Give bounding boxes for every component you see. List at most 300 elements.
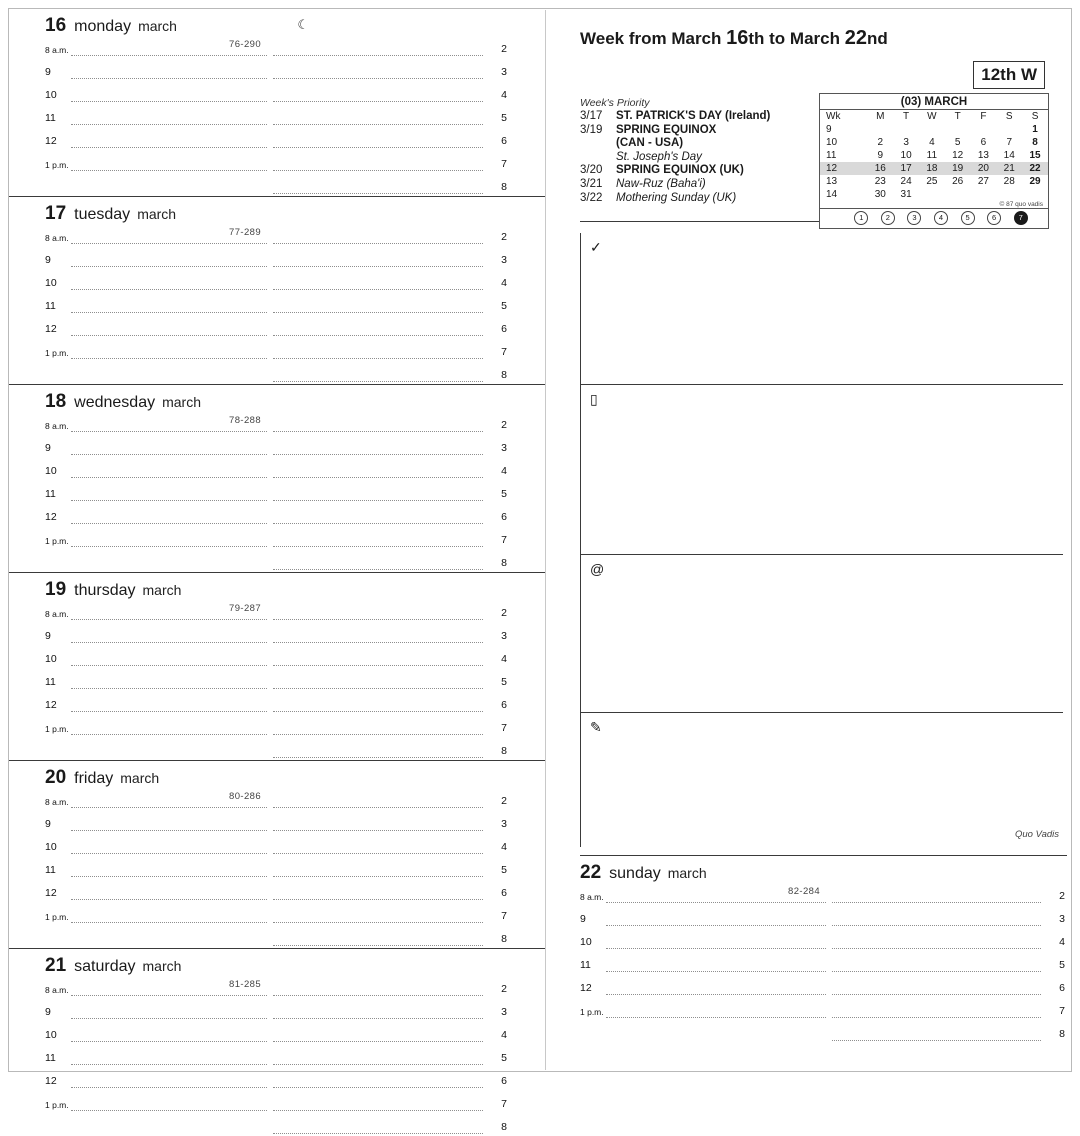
hour-row[interactable] (580, 974, 828, 997)
writing-line[interactable] (273, 688, 483, 689)
hour-row[interactable] (45, 457, 269, 480)
writing-line[interactable] (71, 454, 267, 455)
hour-row[interactable] (269, 526, 509, 549)
writing-line[interactable] (273, 1018, 483, 1019)
weekday-number-badge: 5 (961, 211, 975, 225)
writing-line[interactable] (71, 147, 267, 148)
mini-cal-day[interactable]: 15 (1029, 150, 1041, 161)
hour-row[interactable] (45, 1044, 269, 1067)
hour-row[interactable] (269, 810, 509, 833)
mini-cal-day[interactable]: 1 (1032, 124, 1038, 135)
hour-row[interactable] (269, 737, 509, 760)
hour-row[interactable] (45, 810, 269, 833)
mini-cal-day[interactable]: 3 (903, 137, 909, 148)
hour-row[interactable] (269, 127, 509, 150)
day-number: 16 (45, 15, 67, 36)
hour-row[interactable] (45, 998, 269, 1021)
priority-date: 3/22 (580, 191, 603, 204)
hour-row[interactable] (828, 1020, 1067, 1043)
writing-line[interactable] (273, 147, 483, 148)
morning-column[interactable] (9, 223, 269, 384)
writing-line[interactable] (273, 55, 483, 56)
hour-label: 1 p.m. (45, 160, 69, 170)
mini-cal-day[interactable]: 17 (893, 162, 919, 175)
hour-row[interactable] (45, 879, 269, 902)
writing-line[interactable] (71, 358, 267, 359)
writing-line[interactable] (71, 899, 267, 900)
writing-line[interactable] (273, 711, 483, 712)
writing-line[interactable] (273, 757, 483, 758)
hour-row[interactable] (269, 35, 509, 58)
day-header (9, 385, 545, 411)
mini-cal-day[interactable]: 16 (867, 162, 893, 175)
mini-cal-day[interactable]: 6 (980, 137, 987, 148)
mini-cal-day[interactable] (996, 123, 1022, 136)
hour-row[interactable] (580, 928, 828, 951)
writing-line[interactable] (832, 925, 1041, 926)
writing-line[interactable] (606, 971, 826, 972)
day-code: 77-289 (229, 227, 261, 238)
hour-row[interactable] (269, 975, 509, 998)
writing-line[interactable] (71, 78, 267, 79)
mini-cal-day[interactable] (919, 188, 945, 201)
writing-line[interactable] (273, 619, 483, 620)
writing-line[interactable] (71, 1018, 267, 1019)
mini-cal-day[interactable]: 18 (919, 162, 945, 175)
writing-line[interactable] (71, 665, 267, 666)
mini-cal-day[interactable]: 23 (874, 176, 886, 187)
hour-label: 2 (501, 43, 507, 55)
mini-cal-day[interactable]: 2 (877, 137, 884, 148)
writing-line[interactable] (606, 994, 826, 995)
day-month: march (142, 582, 182, 598)
morning-column[interactable] (9, 411, 269, 572)
hour-label: 7 (501, 910, 507, 922)
hour-row[interactable] (45, 691, 269, 714)
hour-row[interactable] (269, 1021, 509, 1044)
phone-section[interactable] (580, 385, 1063, 555)
mini-cal-day[interactable]: 5 (954, 137, 961, 148)
writing-line[interactable] (71, 124, 267, 125)
writing-line[interactable] (71, 101, 267, 102)
mini-cal-day[interactable] (945, 123, 971, 136)
hour-row[interactable] (580, 951, 828, 974)
mini-cal-day[interactable] (919, 123, 945, 136)
hour-row[interactable] (828, 974, 1067, 997)
writing-line[interactable] (273, 266, 483, 267)
hour-row[interactable] (269, 411, 509, 434)
writing-line[interactable] (273, 523, 483, 524)
writing-line[interactable] (273, 454, 483, 455)
writing-line[interactable] (832, 948, 1041, 949)
writing-line[interactable] (832, 994, 1041, 995)
day-columns (9, 975, 545, 1136)
mini-cal-day[interactable]: 13 (977, 150, 989, 161)
mini-cal-row (820, 123, 1048, 136)
writing-line[interactable] (273, 381, 483, 382)
hour-row[interactable] (45, 503, 269, 526)
hour-label: 3 (501, 630, 507, 642)
hour-row[interactable] (269, 1090, 509, 1113)
hour-row[interactable] (269, 833, 509, 856)
hour-row[interactable] (269, 315, 509, 338)
day-block-wednesday (9, 384, 545, 572)
writing-line[interactable] (273, 642, 483, 643)
hour-row[interactable] (269, 361, 509, 384)
writing-line[interactable] (71, 1041, 267, 1042)
writing-line[interactable] (273, 945, 483, 946)
notes-area[interactable] (580, 233, 1063, 847)
writing-line[interactable] (71, 734, 267, 735)
mini-cal-day[interactable] (867, 123, 893, 136)
writing-line[interactable] (273, 1110, 483, 1111)
mini-cal-day[interactable]: 31 (900, 189, 912, 200)
writing-line[interactable] (71, 431, 267, 432)
hour-row[interactable] (269, 1113, 509, 1136)
hour-row[interactable] (269, 599, 509, 622)
morning-column[interactable] (9, 35, 269, 196)
mini-cal-day[interactable]: 30 (874, 189, 886, 200)
hour-row[interactable] (269, 549, 509, 572)
hour-row[interactable] (269, 292, 509, 315)
hour-row[interactable] (269, 787, 509, 810)
pen-section[interactable] (580, 713, 1063, 847)
hour-row[interactable] (45, 714, 269, 737)
email-section[interactable] (580, 555, 1063, 713)
hour-row[interactable] (269, 81, 509, 104)
hour-row[interactable] (269, 714, 509, 737)
hour-row[interactable] (269, 856, 509, 879)
mini-cal-day[interactable] (971, 188, 997, 201)
writing-line[interactable] (71, 922, 267, 923)
hour-row[interactable] (45, 833, 269, 856)
hour-row[interactable] (45, 269, 269, 292)
hour-label: 11 (45, 112, 56, 124)
writing-line[interactable] (832, 1040, 1041, 1041)
hour-row[interactable] (269, 173, 509, 196)
hour-row[interactable] (45, 104, 269, 127)
writing-line[interactable] (71, 876, 267, 877)
week-title-prefix: Week from March (580, 29, 727, 48)
writing-line[interactable] (273, 1087, 483, 1088)
hour-row[interactable] (269, 645, 509, 668)
priority-item (580, 192, 830, 206)
writing-line[interactable] (273, 500, 483, 501)
writing-line[interactable] (273, 569, 483, 570)
writing-line[interactable] (273, 546, 483, 547)
writing-line[interactable] (71, 335, 267, 336)
writing-line[interactable] (273, 853, 483, 854)
mini-cal-day[interactable]: 20 (971, 162, 997, 175)
mini-cal-day[interactable]: 24 (900, 176, 912, 187)
writing-line[interactable] (273, 335, 483, 336)
mini-cal-day[interactable]: 19 (945, 162, 971, 175)
hour-row[interactable] (828, 951, 1067, 974)
writing-line[interactable] (273, 477, 483, 478)
hour-label: 12 (45, 511, 57, 523)
hour-row[interactable] (45, 480, 269, 503)
writing-line[interactable] (71, 619, 267, 620)
mini-cal-header: T (945, 110, 971, 124)
mini-cal-day[interactable]: 27 (977, 176, 989, 187)
week-title-mid: th to March (748, 29, 845, 48)
priority-date (580, 151, 616, 165)
mini-cal-day[interactable]: 25 (926, 176, 938, 187)
weekday-number-badge: 2 (881, 211, 895, 225)
writing-line[interactable] (273, 312, 483, 313)
hour-row[interactable] (45, 902, 269, 925)
hour-row[interactable] (269, 998, 509, 1021)
mini-cal-day[interactable]: 11 (926, 150, 938, 161)
writing-line[interactable] (273, 734, 483, 735)
mini-cal-week: 10 (826, 137, 838, 148)
afternoon-column[interactable] (269, 411, 509, 572)
mini-calendar (819, 93, 1049, 229)
at-icon: @ (590, 561, 605, 577)
hour-row[interactable] (45, 668, 269, 691)
mini-cal-row (820, 188, 1048, 201)
hour-label: 5 (501, 300, 507, 312)
mini-cal-day[interactable] (893, 123, 919, 136)
writing-line[interactable] (71, 477, 267, 478)
hour-row[interactable] (269, 902, 509, 925)
morning-column[interactable] (9, 787, 269, 948)
mini-cal-row (820, 136, 1048, 149)
hour-row[interactable] (269, 269, 509, 292)
writing-line[interactable] (606, 925, 826, 926)
hour-row[interactable] (269, 434, 509, 457)
mini-cal-day[interactable]: 9 (877, 150, 884, 161)
mini-cal-day[interactable]: 12 (952, 150, 964, 161)
day-name: monday (74, 18, 132, 35)
mini-cal-day[interactable]: 26 (952, 176, 964, 187)
check-section[interactable] (580, 233, 1063, 385)
hour-row[interactable] (269, 150, 509, 173)
writing-line[interactable] (273, 431, 483, 432)
hour-row[interactable] (580, 905, 828, 928)
hour-row[interactable] (45, 58, 269, 81)
hour-row[interactable] (269, 246, 509, 269)
day-columns (9, 599, 545, 760)
mini-cal-day[interactable] (996, 188, 1022, 201)
hour-row[interactable] (45, 622, 269, 645)
hour-row[interactable] (828, 928, 1067, 951)
hour-row[interactable] (269, 691, 509, 714)
hour-label: 8 a.m. (45, 421, 69, 431)
moon-phase-icon: ☾ (297, 17, 309, 32)
writing-line[interactable] (606, 902, 826, 903)
writing-line[interactable] (71, 642, 267, 643)
day-block-sunday (580, 856, 1067, 1043)
hour-row[interactable] (45, 434, 269, 457)
writing-line[interactable] (273, 922, 483, 923)
morning-column[interactable] (580, 882, 828, 1043)
day-name: sunday (609, 865, 661, 882)
writing-line[interactable] (273, 807, 483, 808)
hour-row[interactable] (269, 457, 509, 480)
writing-line[interactable] (71, 546, 267, 547)
writing-line[interactable] (273, 358, 483, 359)
writing-line[interactable] (71, 170, 267, 171)
hour-row[interactable] (269, 104, 509, 127)
hour-row[interactable] (269, 668, 509, 691)
mini-cal-day[interactable]: 7 (1006, 137, 1012, 148)
writing-line[interactable] (606, 948, 826, 949)
mini-cal-day[interactable]: 29 (1029, 176, 1041, 187)
day-name: friday (74, 770, 114, 787)
hour-row[interactable] (580, 997, 828, 1020)
morning-column[interactable] (9, 599, 269, 760)
afternoon-column[interactable] (828, 882, 1067, 1043)
writing-line[interactable] (273, 243, 483, 244)
hour-row[interactable] (269, 338, 509, 361)
mini-cal-day[interactable]: 22 (1022, 162, 1048, 175)
writing-line[interactable] (71, 243, 267, 244)
mini-cal-header: W (919, 110, 945, 124)
writing-line[interactable] (832, 971, 1041, 972)
hour-row[interactable] (269, 1044, 509, 1067)
afternoon-column[interactable] (269, 35, 509, 196)
writing-line[interactable] (273, 1133, 483, 1134)
hour-row[interactable] (45, 246, 269, 269)
day-number: 22 (580, 862, 602, 883)
left-page (9, 9, 545, 1133)
hour-row[interactable] (45, 526, 269, 549)
hour-label: 8 a.m. (45, 985, 69, 995)
writing-line[interactable] (71, 1087, 267, 1088)
mini-cal-header: F (971, 110, 997, 124)
hour-row[interactable] (45, 1021, 269, 1044)
priority-label: Week's Priority (580, 97, 650, 109)
hour-label: 2 (501, 795, 507, 807)
writing-line[interactable] (273, 830, 483, 831)
week-number: 12 (981, 65, 1001, 84)
writing-line[interactable] (71, 1110, 267, 1111)
writing-line[interactable] (273, 995, 483, 996)
writing-line[interactable] (71, 55, 267, 56)
writing-line[interactable] (273, 289, 483, 290)
priority-text: SPRING EQUINOX (UK) (616, 164, 744, 177)
writing-line[interactable] (71, 289, 267, 290)
morning-column[interactable] (9, 975, 269, 1136)
priority-text: St. Joseph's Day (616, 150, 702, 163)
writing-line[interactable] (71, 711, 267, 712)
hour-label: 4 (501, 89, 507, 101)
hour-row[interactable] (269, 58, 509, 81)
mini-cal-day[interactable] (1022, 188, 1048, 201)
writing-line[interactable] (273, 124, 483, 125)
writing-line[interactable] (273, 193, 483, 194)
writing-line[interactable] (273, 101, 483, 102)
hour-row[interactable] (45, 315, 269, 338)
hour-row[interactable] (269, 1067, 509, 1090)
mini-cal-day[interactable]: 10 (900, 150, 912, 161)
weekday-number-badge: 7 (1014, 211, 1028, 225)
writing-line[interactable] (273, 1041, 483, 1042)
day-code: 79-287 (229, 603, 261, 614)
writing-line[interactable] (832, 902, 1041, 903)
writing-line[interactable] (71, 266, 267, 267)
hour-row[interactable] (45, 292, 269, 315)
hour-row[interactable] (45, 856, 269, 879)
hour-row[interactable] (45, 150, 269, 173)
mini-cal-day[interactable] (945, 188, 971, 201)
writing-line[interactable] (71, 853, 267, 854)
hour-row[interactable] (828, 905, 1067, 928)
afternoon-column[interactable] (269, 599, 509, 760)
mini-cal-day[interactable] (971, 123, 997, 136)
hour-label: 11 (45, 676, 56, 688)
afternoon-column[interactable] (269, 223, 509, 384)
week-title (546, 9, 1071, 50)
hour-row[interactable] (269, 879, 509, 902)
pen-icon: ✎ (590, 719, 602, 735)
writing-line[interactable] (832, 1017, 1041, 1018)
writing-line[interactable] (273, 1064, 483, 1065)
hour-label: 11 (45, 488, 56, 500)
hour-row[interactable] (45, 338, 269, 361)
mini-calendar-footer: © 87 quo vadis (999, 201, 1043, 208)
writing-line[interactable] (71, 688, 267, 689)
hour-label: 3 (501, 1006, 507, 1018)
hour-row[interactable] (269, 223, 509, 246)
afternoon-column[interactable] (269, 787, 509, 948)
afternoon-column[interactable] (269, 975, 509, 1136)
hour-row[interactable] (45, 1090, 269, 1113)
mini-cal-day[interactable]: 4 (929, 137, 935, 148)
week-title-suffix: nd (866, 29, 888, 48)
writing-line[interactable] (71, 523, 267, 524)
day-header (9, 197, 545, 223)
mini-cal-day[interactable]: 21 (996, 162, 1022, 175)
hour-row[interactable] (45, 645, 269, 668)
priority-item (580, 124, 830, 138)
mini-cal-header: M (867, 110, 893, 124)
hour-row[interactable] (269, 503, 509, 526)
hour-row[interactable] (269, 480, 509, 503)
writing-line[interactable] (273, 665, 483, 666)
hour-row[interactable] (45, 1067, 269, 1090)
mini-cal-day[interactable]: 28 (1003, 176, 1015, 187)
mini-cal-day[interactable]: 8 (1032, 137, 1038, 148)
hour-label: 1 p.m. (580, 1007, 604, 1017)
hour-row[interactable] (269, 925, 509, 948)
hour-label: 6 (501, 1075, 507, 1087)
writing-line[interactable] (71, 1064, 267, 1065)
weekday-number-badge: 1 (854, 211, 868, 225)
writing-line[interactable] (71, 830, 267, 831)
hour-row[interactable] (45, 127, 269, 150)
writing-line[interactable] (273, 876, 483, 877)
mini-cal-day[interactable]: 14 (1003, 150, 1015, 161)
day-header (9, 573, 545, 599)
hour-label: 1 p.m. (45, 724, 69, 734)
writing-line[interactable] (606, 1017, 826, 1018)
writing-line[interactable] (71, 995, 267, 996)
hour-row[interactable] (45, 81, 269, 104)
hour-row[interactable] (269, 622, 509, 645)
writing-line[interactable] (273, 78, 483, 79)
hour-row[interactable] (828, 882, 1067, 905)
hour-label: 5 (501, 488, 507, 500)
writing-line[interactable] (71, 500, 267, 501)
hour-row[interactable] (828, 997, 1067, 1020)
writing-line[interactable] (71, 807, 267, 808)
writing-line[interactable] (71, 312, 267, 313)
day-block-saturday (9, 948, 545, 1136)
writing-line[interactable] (273, 899, 483, 900)
writing-line[interactable] (273, 170, 483, 171)
